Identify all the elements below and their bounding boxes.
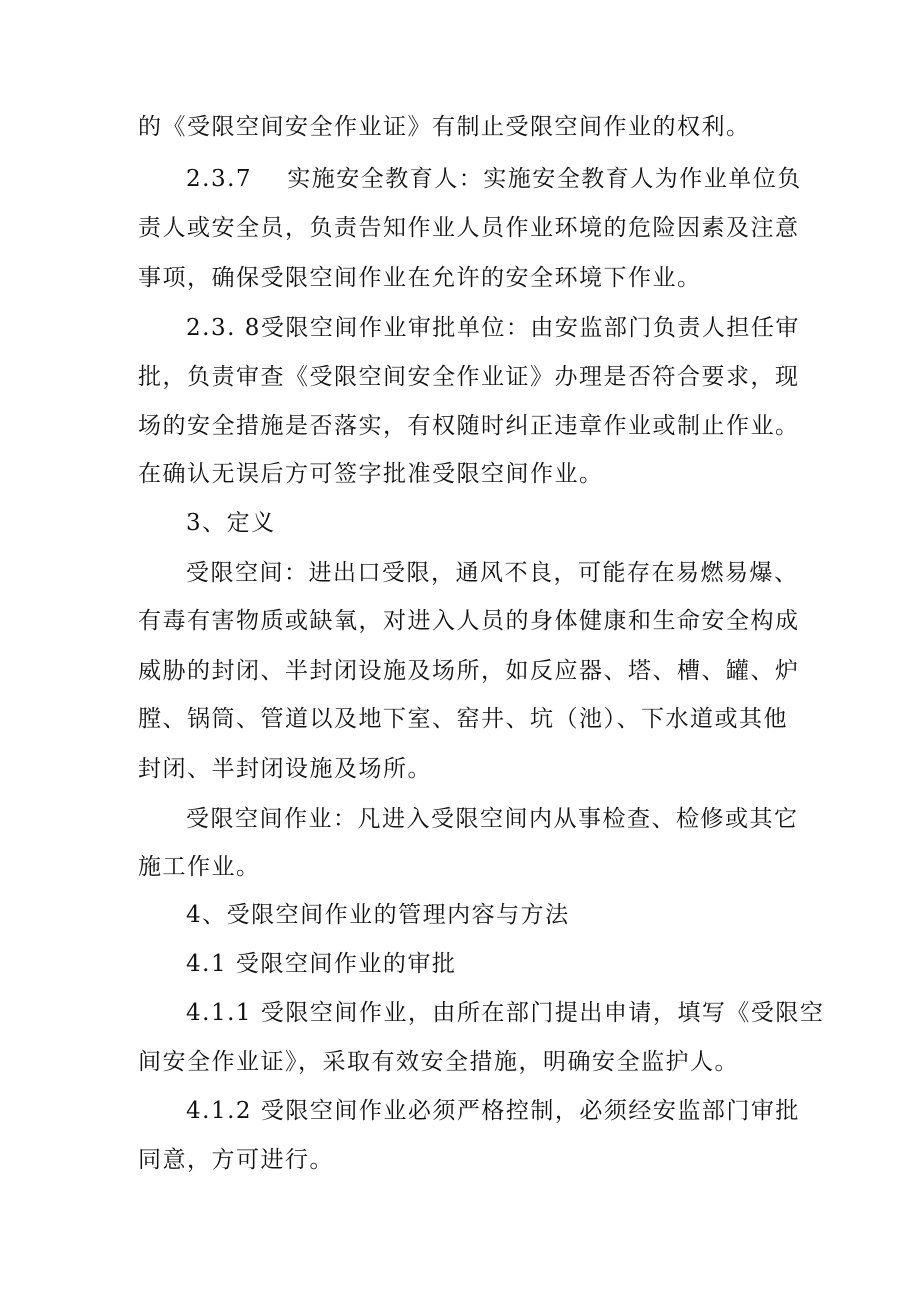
text-line: 2.3. 8受限空间作业审批单位：由安监部门负责人担任审 [186,315,800,341]
text-line: 4.1.1 受限空间作业，由所在部门提出申请，填写《受限空 [186,1000,825,1026]
text-line: 威胁的封闭、半封闭设施及场所，如反应器、塔、槽、罐、炉 [138,658,800,684]
text-line: 膛、锅筒、管道以及地下室、窑井、坑（池）、下水道或其他 [138,706,788,732]
text-line: 受限空间：进出口受限，通风不良，可能存在易燃易爆、 [186,560,799,586]
text-line: 在确认无误后方可签字批准受限空间作业。 [138,461,604,487]
text-line: 批，负责审查《受限空间安全作业证》办理是否符合要求，现 [138,364,800,390]
section-heading: 3、定义 [186,510,276,536]
text-line: 2.3.7 实施安全教育人：实施安全教育人为作业单位负 [186,166,802,192]
text-line: 受限空间作业：凡进入受限空间内从事检查、检修或其它 [186,806,799,832]
text-line: 有毒有害物质或缺氧，对进入人员的身体健康和生命安全构成 [138,608,800,634]
text-line: 同意，方可进行。 [138,1147,334,1173]
text-line: 间安全作业证》，采取有效安全措施，明确安全监护人。 [138,1049,739,1075]
text-line: 封闭、半封闭设施及场所。 [138,756,432,782]
text-line: 场的安全措施是否落实，有权随时纠正违章作业或制止作业。 [138,413,800,439]
section-heading: 4、受限空间作业的管理内容与方法 [186,902,570,928]
text-line: 施工作业。 [138,854,261,880]
subsection-heading: 4.1 受限空间作业的审批 [186,951,457,977]
text-line: 事项，确保受限空间作业在允许的安全环境下作业。 [138,265,702,291]
text-line: 4.1.2 受限空间作业必须严格控制，必须经安监部门审批 [186,1098,800,1124]
text-line: 的《受限空间安全作业证》有制止受限空间作业的权利。 [138,114,751,140]
text-line: 责人或安全员，负责告知作业人员作业环境的危险因素及注意 [138,215,800,241]
